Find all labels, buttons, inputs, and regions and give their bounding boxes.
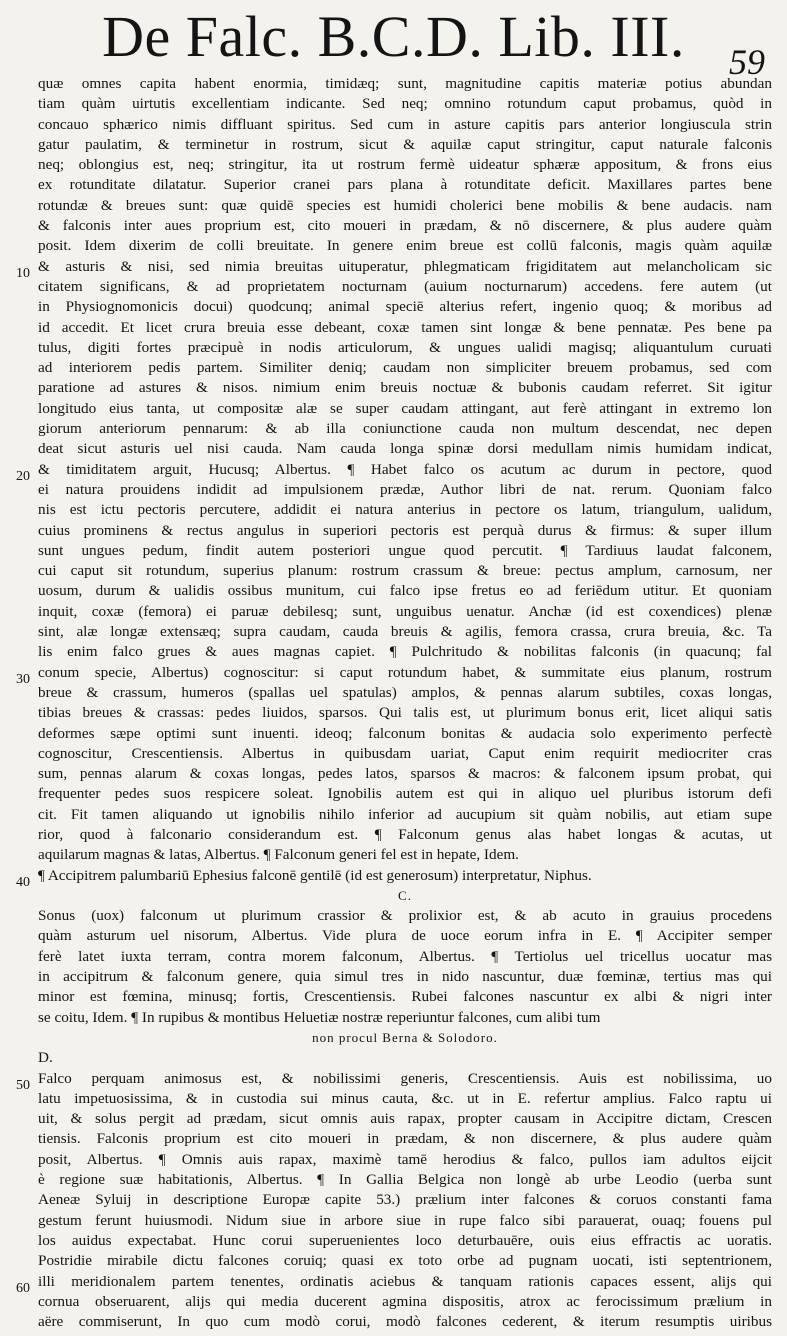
line-number-10: 10 [16,266,30,281]
line-number-50: 50 [16,1078,30,1093]
text-line: minor est fœmina, minusq; fortis, Crescentiensis. Rubei falcones nascuntur ex albi & nigri inter [38,988,772,1006]
text-line: Sonus (uox) falconum ut plurimum crassior & prolixior est, & ab acuto in grauius procedens [38,907,772,925]
text-line: citatem significans, & ad proprietatem nocturnam (auium nocturnarum) accedens. fere autem (ut [38,277,772,295]
text-line: conum specie, Albertus) cognoscitur: si caput rotundum habet, & summitate eius planum, rostrum [38,663,772,681]
text-line: illi meridionalem partem tenentes, ordinatis aciebus & tanquam rationis capaces essent, alijs qui [38,1272,772,1290]
text-line: Aeneæ Syluij in descriptione Europæ capite 53.) prælium inter falcones & coruos constanti fama [38,1191,772,1209]
text-line: rotundæ & breues sunt: quæ quidē species est humidi cholerici bene mobilis & bene audacis. nam [38,196,772,214]
text-line: latu impetuosissima, & in custodia sui minus cauta, &c. ut in E. refertur amplius. Falco raptu ui [38,1089,772,1107]
text-line: lis enim falco grues & aues magnas capiet. ¶ Pulchritudo & nobilitas falconis (in quacunq; fal [38,643,772,661]
text-line: in Physiognomonicis docui) quodcunq; animal speciē alterius refert, ingenio quoq; & moribus ad [38,298,772,316]
text-line: ex rotunditate dilatatur. Superior cranei pars plana à rotunditate deficit. Maxillares partes bene [38,176,772,194]
text-line: inquit, coxæ (femora) ei paruæ debilesq; sunt, unguibus uenatur. Anchæ (id est coxendices) plenæ [38,602,772,620]
text-line: tulus, digiti fortes præcipuè in nodis articulorum, & ungues ualidi magisq; aliquantulum curuati [38,338,772,356]
text-line: Falco perquam animosus est, & nobilissimi generis, Crescentiensis. Auis est nobilissima, uo [38,1069,772,1087]
text-line: posit, Albertus. ¶ Omnis auis rapax, maximè tamē herodius & falco, pullos iam adultos eijcit [38,1150,772,1168]
page-number: 59 [729,42,765,82]
text-line: paratione ad astures & nisos. nimium enim breuis noctuæ & bubonis caudam referret. Sit igitur [38,379,772,397]
running-title: De Falc. B.C.D. Lib. III. [102,4,685,69]
text-line: ¶ Accipitrem palumbariū Ephesius falconē gentilē (id est generosum) interpretatur, Niphus. [38,866,592,884]
text-line: sint, alæ longæ extensæq; supra caudam, cauda breuis & agilis, femora crassa, crura breuia, &c. Ta [38,623,772,641]
text-line: tibias breues & crassas: pedes liuidos, sparsos. Qui talis est, ut plurimum bonus erit, licet aliqui satis [38,704,772,722]
text-line: quæ omnes capita habent enormia, timidæq; sunt, magnitudine capitis materiæ potius abundan [38,75,772,92]
text-line: cornua obseruarent, alijs qui media ducerent agmina dispositis, atrox ac ferocissimum prælium in [38,1292,772,1310]
text-line: in accipitrum & falconum genere, quia simul tres in nido nascuntur, duæ fœminæ, tertius mas qui [38,968,772,986]
text-line: & falconis inter aues proprium est, cito moueri in prædam, & nō discernere, & plus audere quàm [38,217,772,235]
text-line: sum, pennas alarum & coxas longas, pedes latos, sparsos & macros: & falconem ipsum probat, qui [38,765,772,783]
text-line: deformes sæpe optimi sunt inuenti. ideoq; falconum bonitas & audacia solo experimento perfectè [38,724,772,742]
text-line: se coitu, Idem. ¶ In rupibus & montibus Heluetiæ nostræ reperiuntur falcones, cum alibi tum [38,1008,601,1026]
text-line: nis est ictu pectoris percutere, addidit ei natura anterius in pectore os latum, triangulum, ualidum, [38,501,772,519]
text-line: ei natura prouidens indidit ad impulsionem prædæ, Author libri de nat. rerum. Quoniam falco [38,480,772,498]
text-line: aëre commiserunt, In quo cum modò corui, modò falcones cederent, & iterum resumptis uiribus [38,1313,772,1331]
text-line: ad interiorem pedis partem. Similiter deniq; caudam non simpliciter breuem probamus, sed com [38,359,772,377]
text-line: neq; oblongius est, neq; stringitur, ita ut rostrum fermè uideatur sphæræ appositum, & frons eius [38,156,772,174]
line-number-20: 20 [16,469,30,484]
text-line: cit. Fit tamen aliquando ut ignobilis nihilo inferior ad aucupium sit quàm nobilis, aut etiam supe [38,805,772,823]
text-line: aquilarum magnas & latas, Albertus. ¶ Falconum generi fel est in hepate, Idem. [38,846,519,864]
text-line: uosum, durum & ualidis ossibus munitum, cui falco ipse fretus eo ad feriēdum utitur. Et quoniam [38,582,772,600]
body-text [38,74,772,1332]
text-line: deat sicut asturis uel nisi cauda. Nam cauda longa spinæ dorsi medullam nimis humidam indicat, [38,440,772,458]
text-line: D. [38,1049,53,1067]
text-line: id accedit. Et licet crura breuia esse debeant, coxæ tamen sint longæ & bene pennatæ. Pes bene pa [38,318,772,336]
text-line: cuius prominens & rectus angulus in superiori pectoris est perquà durus & firmus: & super illum [38,521,772,539]
section-heading: C. [398,887,412,903]
text-line: & timiditatem arguit, Hucusq; Albertus. ¶ Habet falco os acutum ac durum in pectore, quod [38,460,772,478]
text-line: gestum ferunt huiusmodi. Nidum siue in arbore siue in rupe falco sibi parauerat, ouaq; fouens pul [38,1211,772,1229]
text-line: uit, & solus pergit ad prædam, sicut omnis auis rapax, propter causam in Accipitre dictam, Crescen [38,1110,772,1128]
section-heading: non procul Berna & Solodoro. [312,1029,498,1045]
text-line: Postridie mirabile dictu falcones coruiq; quasi ex toto orbe ad pugnam uocati, isti septentrionem, [38,1252,772,1270]
text-line: los auidus expectabat. Hunc corui superuenientes loco deturbauēre, ouis eius effractis ac uoratis. [38,1231,772,1249]
text-line: concauo sphærico nimis diffluant spiritus. Sed cum in asture capitis pars anterior longiuscula strin [38,115,772,133]
text-line: tiam quàm uirtutis excellentiam indicante. Sed neq; omnino rotundum caput probamus, quòd in [38,95,772,113]
text-line: tiensis. Falconis proprium est cito moueri in prædam, & non discernere, & plus audere quàm [38,1130,772,1148]
page-header [0,4,787,82]
text-line: giorum anteriorum pennarum: & ab illa coniunctione cauda non multum descendat, nec depen [38,420,772,438]
text-line: frequenter pedes suos respicere soleat. Ignobilis autem est qui in aliquo uel pluribus istorum defi [38,785,772,803]
text-line: è regione suæ habitationis, Albertus. ¶ In Gallia Belgica non longè ab urbe Leodio (uerba sunt [38,1171,772,1189]
text-line: rior, quod à falconario considerandum est. ¶ Falconum genus alas habet longas & acutas, ut [38,825,772,843]
text-line: ferè latet iuxta terram, contra morem falconum, Albertus. ¶ Tertiolus uel tricellus uocatur mas [38,947,772,965]
line-number-30: 30 [16,672,30,687]
text-line: posit. Idem dixerim de colli breuitate. In genere enim breue est collū falconis, magis quàm aquilæ [38,237,772,255]
text-line: breue & crassum, humeros (spallas uel spatulas) amplos, & pennas alarum subtiles, coxas longas, [38,683,772,701]
text-line: cognoscitur, Crescentiensis. Albertus in quibusdam uariat, Caput enim requirit mediocriter cras [38,744,772,762]
line-number-60: 60 [16,1281,30,1296]
text-line: quàm asturum uel nisorum, Albertus. Vide plura de uoce eorum infra in E. ¶ Accipiter semper [38,927,772,945]
text-line: gatur paulatim, & terminetur in rostrum, sicut & aquilæ caput stringitur, caput naturale falconis [38,135,772,153]
line-number-40: 40 [16,875,30,890]
text-line: sunt ungues pedum, findit autem posteriori ungue quod percutit. ¶ Tardiuus laudat falconem, [38,541,772,559]
text-line: cui caput sit rotundum, superius planum: rostrum crassum & breue: pectus amplum, carnosum, ner [38,562,772,580]
text-line: longitudo eius tanta, ut compositæ alæ se super caudam attingant, aut ferè attingant in extremo lon [38,399,772,417]
text-line: & asturis & nisi, sed nimia breuitas uituperatur, phlegmaticam frigiditatem aut melancholicam sic [38,257,772,275]
